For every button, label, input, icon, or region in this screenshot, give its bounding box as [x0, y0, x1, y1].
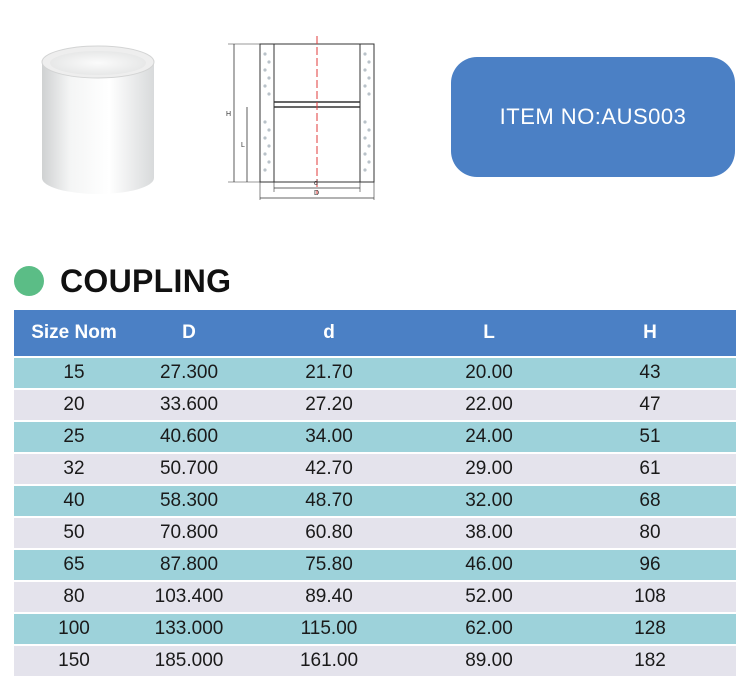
dim-label-D: D — [314, 190, 320, 197]
table-header-row — [14, 310, 736, 357]
table-row — [14, 549, 736, 581]
cell-d: 48.70 — [244, 485, 414, 517]
coupling-technical-drawing — [220, 32, 395, 204]
cell-size-nom: 25 — [14, 421, 134, 453]
cell-H: 68 — [564, 485, 736, 517]
cell-size-nom: 65 — [14, 549, 134, 581]
cell-d: 21.70 — [244, 357, 414, 389]
cell-D: 87.800 — [134, 549, 244, 581]
cell-D: 50.700 — [134, 453, 244, 485]
cell-D: 40.600 — [134, 421, 244, 453]
cell-d: 60.80 — [244, 517, 414, 549]
dim-label-d: d — [314, 180, 318, 187]
cell-d: 115.00 — [244, 613, 414, 645]
cell-L: 62.00 — [414, 613, 564, 645]
header-L: L — [414, 310, 564, 357]
item-number-banner — [451, 57, 735, 177]
table-row — [14, 581, 736, 613]
cell-size-nom: 32 — [14, 453, 134, 485]
cell-L: 38.00 — [414, 517, 564, 549]
header-H: H — [564, 310, 736, 357]
cell-L: 46.00 — [414, 549, 564, 581]
cell-H: 182 — [564, 645, 736, 677]
cell-D: 27.300 — [134, 357, 244, 389]
header-D: D — [134, 310, 244, 357]
cell-d: 34.00 — [244, 421, 414, 453]
cell-L: 89.00 — [414, 645, 564, 677]
cell-size-nom: 150 — [14, 645, 134, 677]
cell-d: 75.80 — [244, 549, 414, 581]
cell-size-nom: 40 — [14, 485, 134, 517]
dim-label-H: H — [226, 111, 232, 118]
table-row — [14, 453, 736, 485]
cell-d: 42.70 — [244, 453, 414, 485]
dim-label-L: L — [241, 142, 245, 149]
cell-size-nom: 50 — [14, 517, 134, 549]
cell-D: 58.300 — [134, 485, 244, 517]
cell-size-nom: 100 — [14, 613, 134, 645]
cell-L: 20.00 — [414, 357, 564, 389]
table-row — [14, 357, 736, 389]
cell-L: 22.00 — [414, 389, 564, 421]
table-row — [14, 485, 736, 517]
cell-H: 61 — [564, 453, 736, 485]
cell-d: 161.00 — [244, 645, 414, 677]
spec-table — [14, 310, 736, 678]
table-row — [14, 645, 736, 677]
page-title: COUPLING — [60, 263, 232, 299]
cell-H: 108 — [564, 581, 736, 613]
table-row — [14, 517, 736, 549]
title-bullet-icon — [14, 266, 44, 296]
cell-H: 128 — [564, 613, 736, 645]
table-row — [14, 421, 736, 453]
cell-size-nom: 20 — [14, 389, 134, 421]
cell-D: 33.600 — [134, 389, 244, 421]
cell-H: 80 — [564, 517, 736, 549]
cell-D: 185.000 — [134, 645, 244, 677]
cell-d: 27.20 — [244, 389, 414, 421]
cell-H: 43 — [564, 357, 736, 389]
cell-L: 24.00 — [414, 421, 564, 453]
cell-L: 52.00 — [414, 581, 564, 613]
header-d: d — [244, 310, 414, 357]
cell-L: 29.00 — [414, 453, 564, 485]
cell-H: 47 — [564, 389, 736, 421]
coupling-photo — [36, 38, 160, 198]
cell-size-nom: 80 — [14, 581, 134, 613]
table-row — [14, 613, 736, 645]
cell-H: 51 — [564, 421, 736, 453]
cell-H: 96 — [564, 549, 736, 581]
cell-D: 70.800 — [134, 517, 244, 549]
cell-D: 103.400 — [134, 581, 244, 613]
cell-size-nom: 15 — [14, 357, 134, 389]
table-row — [14, 389, 736, 421]
cell-d: 89.40 — [244, 581, 414, 613]
table-body — [14, 357, 736, 677]
cell-D: 133.000 — [134, 613, 244, 645]
header-size-nom: Size Nom — [14, 310, 134, 357]
cell-L: 32.00 — [414, 485, 564, 517]
item-number-text: ITEM NO:AUS003 — [499, 104, 687, 129]
